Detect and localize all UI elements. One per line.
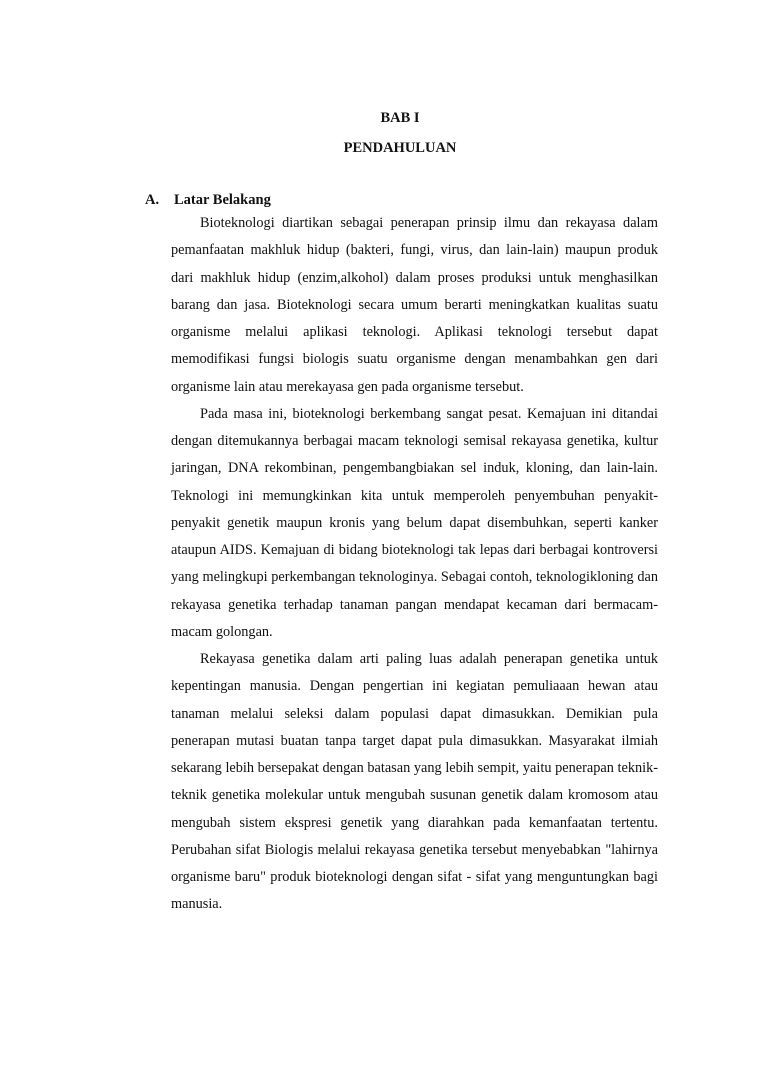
body-text — [171, 210, 658, 919]
section-heading — [145, 190, 271, 210]
chapter-title: PENDAHULUAN — [343, 140, 457, 156]
paragraph-1: Bioteknologi diartikan sebagai penerapan prinsip ilmu dan rekayasa dalam pemanfaatan makhluk hidup (bakteri, fungi, virus, dan lain-lain) maupun produk dari makhluk hidup (enzim,alkohol) dalam proses produksi untuk menghasilkan barang dan jasa. Bioteknologi secara umum berarti meningkatkan kualitas suatu organisme melalui aplikasi teknologi. Aplikasi teknologi tersebut dapat memodifikasi fungsi biologis suatu organisme dengan menambahkan gen dari organisme lain atau merekayasa gen pada organisme tersebut. — [171, 215, 658, 395]
chapter-number: BAB I — [380, 110, 420, 126]
paragraph-3: Rekayasa genetika dalam arti paling luas adalah penerapan genetika untuk kepentingan manusia. Dengan pengertian ini kegiatan pemuliaaan hewan atau tanaman melalui seleksi dalam populasi dapat dimasukkan. Demikian pula penerapan mutasi buatan tanpa target dapat pula dimasukkan. Masyarakat ilmiah sekarang lebih bersepakat dengan batasan yang lebih sempit, yaitu penerapan teknik-teknik genetika molekular untuk mengubah susunan genetik dalam kromosom atau mengubah sistem ekspresi genetik yang diarahkan pada kemanfaatan tertentu. Perubahan sifat Biologis melalui rekayasa genetika tersebut menyebabkan "lahirnya organisme baru" produk bioteknologi dengan sifat - sifat yang menguntungkan bagi manusia. — [171, 651, 658, 913]
section-title: Latar Belakang — [174, 192, 271, 208]
paragraph-2: Pada masa ini, bioteknologi berkembang sangat pesat. Kemajuan ini ditandai dengan ditemukannya berbagai macam teknologi semisal rekayasa genetika, kultur jaringan, DNA rekombinan, pengembangbiakan sel induk, kloning, dan lain-lain. Teknologi ini memungkinkan kita untuk memperoleh penyembuhan penyakit-penyakit genetik maupun kronis yang belum dapat disembuhkan, seperti kanker ataupun AIDS. Kemajuan di bidang bioteknologi tak lepas dari berbagai kontroversi yang melingkupi perkembangan teknologinya. Sebagai contoh, teknologikloning dan rekayasa genetika terhadap tanaman pangan mendapat kecaman dari bermacam-macam golongan. — [171, 405, 658, 640]
section-marker: A. — [145, 192, 160, 208]
